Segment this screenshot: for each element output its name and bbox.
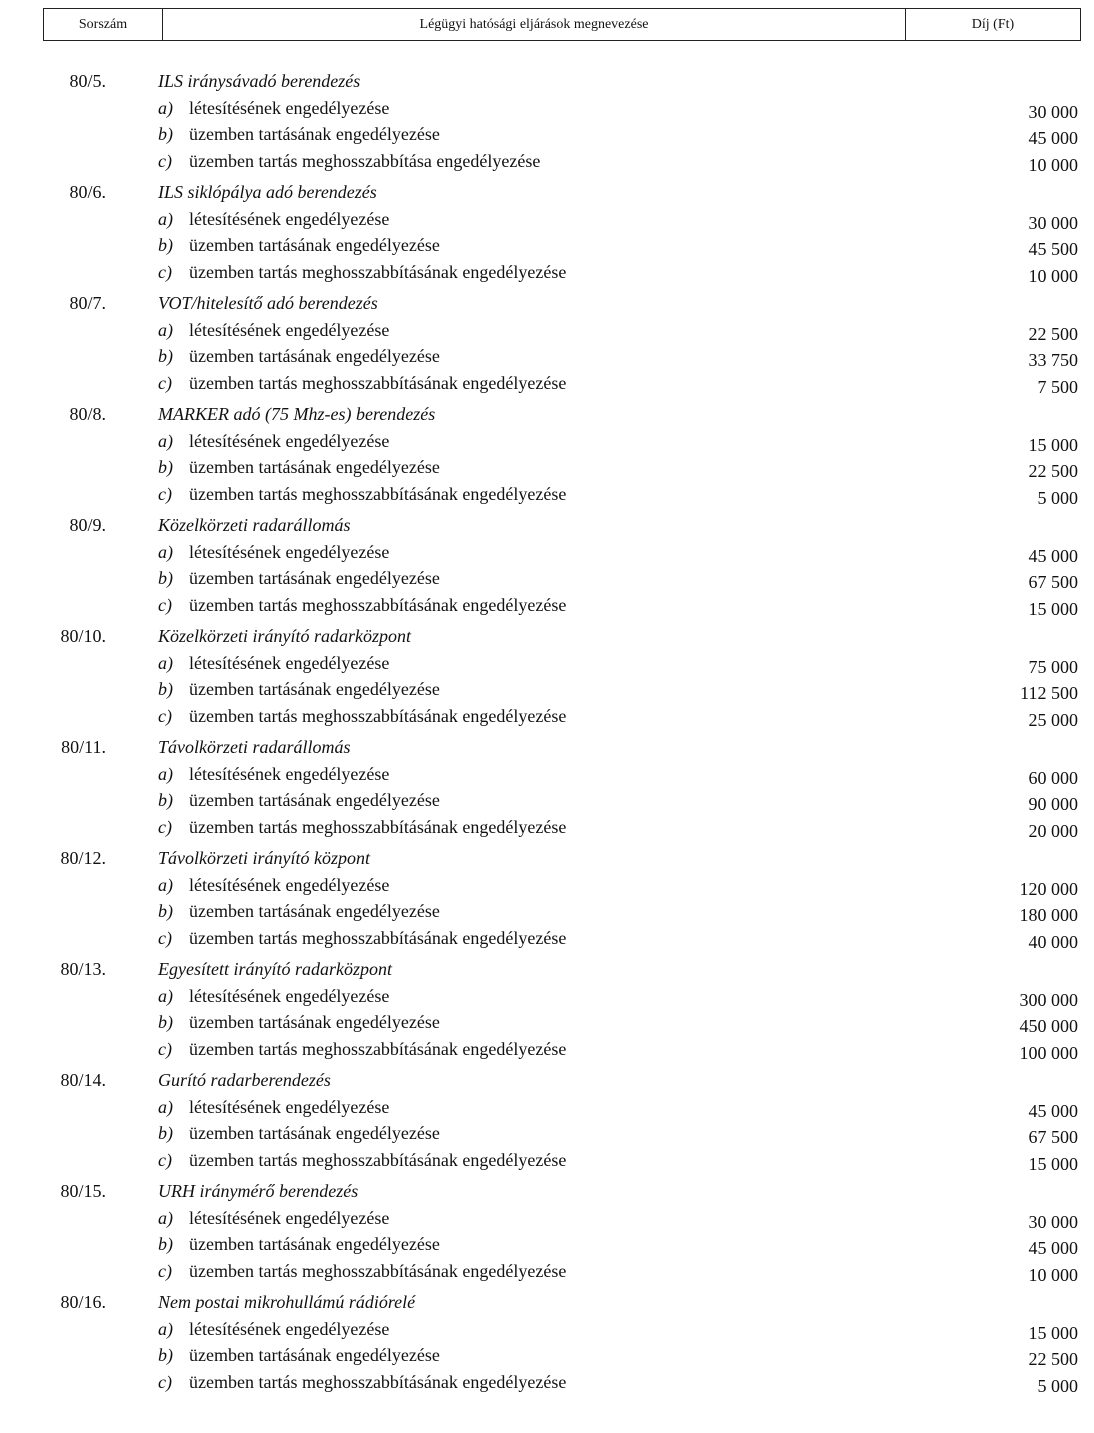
- item-letter: c): [158, 816, 172, 837]
- item-description: létesítésének engedélyezése: [189, 763, 390, 784]
- item-description: üzemben tartás meghosszabbításának engedélyezése: [189, 594, 567, 615]
- fee-item-row: [0, 761, 1094, 788]
- fee-item-row: [0, 1316, 1094, 1343]
- item-letter: a): [158, 208, 173, 229]
- entry-number: 80/16.: [60, 1292, 106, 1312]
- item-description: üzemben tartás meghosszabbítása engedélyezése: [189, 150, 541, 171]
- entry-number: 80/7.: [69, 293, 106, 313]
- fee-item-row: [0, 814, 1094, 841]
- fee-item-row: [0, 454, 1094, 481]
- item-description: létesítésének engedélyezése: [189, 208, 390, 229]
- item-description: üzemben tartás meghosszabbításának engedélyezése: [189, 261, 567, 282]
- fee-item-row: [0, 925, 1094, 952]
- item-letter: c): [158, 372, 172, 393]
- fee-item-row: [0, 148, 1094, 175]
- entry-header-row: [0, 956, 1094, 983]
- fee-item-row: [0, 592, 1094, 619]
- item-fee: 100 000: [1019, 1042, 1078, 1063]
- entry-number: 80/10.: [60, 626, 106, 646]
- item-fee: 15 000: [1028, 1153, 1078, 1174]
- fee-item-row: [0, 1120, 1094, 1147]
- item-letter: b): [158, 1234, 173, 1254]
- item-description: üzemben tartásának engedélyezése: [189, 1345, 440, 1365]
- item-letter: a): [158, 763, 173, 784]
- item-letter: a): [158, 652, 173, 673]
- entry-title: MARKER adó (75 Mhz-es) berendezés: [158, 404, 436, 424]
- item-description: üzemben tartásának engedélyezése: [189, 679, 440, 699]
- item-description: üzemben tartásának engedélyezése: [189, 235, 440, 255]
- item-description: üzemben tartásának engedélyezése: [189, 457, 440, 477]
- entry-header-row: [0, 179, 1094, 206]
- fee-item-row: [0, 1258, 1094, 1285]
- fee-item-row: [0, 676, 1094, 703]
- procedure-entry: [0, 401, 1094, 507]
- item-fee: 22 500: [1028, 461, 1078, 481]
- procedure-entry: [0, 290, 1094, 396]
- item-description: üzemben tartásának engedélyezése: [189, 1234, 440, 1254]
- entry-number: 80/5.: [69, 71, 106, 91]
- entry-header-row: [0, 401, 1094, 428]
- table-header: [43, 8, 1081, 41]
- entry-number: 80/11.: [61, 737, 106, 757]
- entry-header-row: [0, 512, 1094, 539]
- item-letter: a): [158, 1207, 173, 1228]
- item-fee: 15 000: [1028, 1322, 1078, 1343]
- entry-number: 80/12.: [60, 848, 106, 868]
- fee-item-row: [0, 1369, 1094, 1396]
- fee-item-row: [0, 1342, 1094, 1369]
- item-description: üzemben tartás meghosszabbításának engedélyezése: [189, 705, 567, 726]
- item-description: üzemben tartás meghosszabbításának engedélyezése: [189, 1038, 567, 1059]
- entry-number: 80/15.: [60, 1181, 106, 1201]
- item-fee: 90 000: [1028, 794, 1078, 814]
- item-fee: 180 000: [1019, 905, 1078, 925]
- entry-header-row: [0, 734, 1094, 761]
- fee-item-row: [0, 1231, 1094, 1258]
- item-letter: c): [158, 927, 172, 948]
- item-description: üzemben tartás meghosszabbításának engedélyezése: [189, 1149, 567, 1170]
- entry-header-row: [0, 845, 1094, 872]
- entry-header-row: [0, 68, 1094, 95]
- fee-item-row: [0, 565, 1094, 592]
- item-fee: 45 000: [1028, 1238, 1078, 1258]
- fee-item-row: [0, 1009, 1094, 1036]
- fee-item-row: [0, 703, 1094, 730]
- item-description: üzemben tartásának engedélyezése: [189, 124, 440, 144]
- item-fee: 75 000: [1028, 656, 1078, 677]
- item-letter: b): [158, 124, 173, 144]
- item-letter: b): [158, 1012, 173, 1032]
- item-fee: 7 500: [1037, 376, 1078, 397]
- item-fee: 30 000: [1028, 1211, 1078, 1232]
- entry-title: ILS iránysávadó berendezés: [158, 71, 361, 91]
- fee-item-row: [0, 650, 1094, 677]
- item-letter: b): [158, 679, 173, 699]
- item-fee: 450 000: [1019, 1016, 1078, 1036]
- entry-header-row: [0, 290, 1094, 317]
- item-description: üzemben tartásának engedélyezése: [189, 790, 440, 810]
- item-fee: 15 000: [1028, 598, 1078, 619]
- item-fee: 22 500: [1028, 323, 1078, 344]
- procedure-entry: [0, 956, 1094, 1062]
- item-description: létesítésének engedélyezése: [189, 541, 390, 562]
- item-description: létesítésének engedélyezése: [189, 430, 390, 451]
- fee-item-row: [0, 259, 1094, 286]
- entry-title: Távolkörzeti radarállomás: [158, 737, 351, 757]
- item-letter: c): [158, 705, 172, 726]
- fee-item-row: [0, 898, 1094, 925]
- item-fee: 45 000: [1028, 128, 1078, 148]
- fee-item-row: [0, 1036, 1094, 1063]
- entry-number: 80/8.: [69, 404, 106, 424]
- item-description: létesítésének engedélyezése: [189, 1318, 390, 1339]
- item-letter: a): [158, 319, 173, 340]
- item-description: létesítésének engedélyezése: [189, 874, 390, 895]
- item-fee: 10 000: [1028, 154, 1078, 175]
- procedure-entry: [0, 734, 1094, 840]
- item-letter: a): [158, 97, 173, 118]
- item-description: üzemben tartásának engedélyezése: [189, 568, 440, 588]
- item-description: üzemben tartásának engedélyezése: [189, 1012, 440, 1032]
- entry-title: URH iránymérő berendezés: [158, 1181, 359, 1201]
- item-fee: 300 000: [1019, 989, 1078, 1010]
- item-fee: 5 000: [1037, 1375, 1078, 1396]
- fee-item-row: [0, 206, 1094, 233]
- item-letter: c): [158, 1260, 172, 1281]
- fee-item-row: [0, 232, 1094, 259]
- item-fee: 120 000: [1019, 878, 1078, 899]
- item-fee: 10 000: [1028, 1264, 1078, 1285]
- procedure-entry: [0, 845, 1094, 951]
- item-description: üzemben tartásának engedélyezése: [189, 1123, 440, 1143]
- fee-item-row: [0, 787, 1094, 814]
- entry-header-row: [0, 623, 1094, 650]
- item-fee: 30 000: [1028, 101, 1078, 122]
- fee-item-row: [0, 1205, 1094, 1232]
- item-letter: a): [158, 541, 173, 562]
- item-fee: 112 500: [1020, 683, 1078, 703]
- item-fee: 67 500: [1028, 1127, 1078, 1147]
- fee-item-row: [0, 539, 1094, 566]
- entries-list: [0, 68, 1094, 1400]
- header-name-column: Légügyi hatósági eljárások megnevezése: [163, 9, 906, 40]
- procedure-entry: [0, 68, 1094, 174]
- item-description: létesítésének engedélyezése: [189, 985, 390, 1006]
- entry-header-row: [0, 1289, 1094, 1316]
- entry-title: ILS siklópálya adó berendezés: [158, 182, 377, 202]
- item-letter: b): [158, 790, 173, 810]
- item-fee: 67 500: [1028, 572, 1078, 592]
- item-fee: 33 750: [1028, 350, 1078, 370]
- item-letter: b): [158, 457, 173, 477]
- fee-item-row: [0, 983, 1094, 1010]
- entry-number: 80/9.: [69, 515, 106, 535]
- fee-item-row: [0, 95, 1094, 122]
- item-letter: a): [158, 430, 173, 451]
- item-fee: 15 000: [1028, 434, 1078, 455]
- item-letter: b): [158, 346, 173, 366]
- fee-item-row: [0, 1094, 1094, 1121]
- fee-item-row: [0, 121, 1094, 148]
- item-fee: 30 000: [1028, 212, 1078, 233]
- item-letter: a): [158, 1096, 173, 1117]
- fee-item-row: [0, 317, 1094, 344]
- item-letter: b): [158, 901, 173, 921]
- item-description: üzemben tartás meghosszabbításának engedélyezése: [189, 1371, 567, 1392]
- entry-header-row: [0, 1178, 1094, 1205]
- fee-item-row: [0, 343, 1094, 370]
- item-description: üzemben tartás meghosszabbításának engedélyezése: [189, 372, 567, 393]
- item-fee: 45 000: [1028, 545, 1078, 566]
- item-fee: 45 000: [1028, 1100, 1078, 1121]
- item-description: üzemben tartás meghosszabbításának engedélyezése: [189, 927, 567, 948]
- entry-title: Közelkörzeti radarállomás: [158, 515, 351, 535]
- procedure-entry: [0, 1289, 1094, 1395]
- item-fee: 20 000: [1028, 820, 1078, 841]
- item-description: üzemben tartásának engedélyezése: [189, 901, 440, 921]
- item-description: üzemben tartás meghosszabbításának engedélyezése: [189, 1260, 567, 1281]
- item-letter: a): [158, 1318, 173, 1339]
- header-number-column: Sorszám: [44, 9, 163, 40]
- entry-title: Gurító radarberendezés: [158, 1070, 331, 1090]
- item-letter: c): [158, 594, 172, 615]
- header-fee-column: Díj (Ft): [971, 16, 1015, 32]
- item-letter: b): [158, 568, 173, 588]
- item-fee: 22 500: [1028, 1349, 1078, 1369]
- entry-title: VOT/hitelesítő adó berendezés: [158, 293, 378, 313]
- item-letter: c): [158, 150, 172, 171]
- item-description: létesítésének engedélyezése: [189, 1207, 390, 1228]
- item-letter: b): [158, 1345, 173, 1365]
- procedure-entry: [0, 179, 1094, 285]
- item-letter: c): [158, 1038, 172, 1059]
- item-letter: c): [158, 483, 172, 504]
- entry-header-row: [0, 1067, 1094, 1094]
- item-description: létesítésének engedélyezése: [189, 652, 390, 673]
- item-fee: 5 000: [1037, 487, 1078, 508]
- item-description: létesítésének engedélyezése: [189, 97, 390, 118]
- fee-item-row: [0, 872, 1094, 899]
- item-fee: 25 000: [1028, 709, 1078, 730]
- item-letter: b): [158, 1123, 173, 1143]
- item-fee: 10 000: [1028, 265, 1078, 286]
- procedure-entry: [0, 623, 1094, 729]
- entry-number: 80/14.: [60, 1070, 106, 1090]
- entry-title: Közelkörzeti irányító radarközpont: [158, 626, 411, 646]
- item-letter: b): [158, 235, 173, 255]
- entry-title: Nem postai mikrohullámú rádiórelé: [158, 1292, 416, 1312]
- item-letter: a): [158, 874, 173, 895]
- entry-number: 80/13.: [60, 959, 106, 979]
- item-fee: 40 000: [1028, 931, 1078, 952]
- fee-item-row: [0, 1147, 1094, 1174]
- item-fee: 45 500: [1028, 239, 1078, 259]
- entry-title: Távolkörzeti irányító központ: [158, 848, 370, 868]
- item-letter: c): [158, 1371, 172, 1392]
- item-fee: 60 000: [1028, 767, 1078, 788]
- fee-item-row: [0, 370, 1094, 397]
- item-description: létesítésének engedélyezése: [189, 1096, 390, 1117]
- item-description: üzemben tartás meghosszabbításának engedélyezése: [189, 483, 567, 504]
- fee-item-row: [0, 428, 1094, 455]
- item-letter: a): [158, 985, 173, 1006]
- entry-title: Egyesített irányító radarközpont: [158, 959, 392, 979]
- procedure-entry: [0, 1178, 1094, 1284]
- item-letter: c): [158, 1149, 172, 1170]
- fee-item-row: [0, 481, 1094, 508]
- item-description: létesítésének engedélyezése: [189, 319, 390, 340]
- procedure-entry: [0, 512, 1094, 618]
- item-letter: c): [158, 261, 172, 282]
- procedure-entry: [0, 1067, 1094, 1173]
- entry-number: 80/6.: [69, 182, 106, 202]
- item-description: üzemben tartásának engedélyezése: [189, 346, 440, 366]
- item-description: üzemben tartás meghosszabbításának engedélyezése: [189, 816, 567, 837]
